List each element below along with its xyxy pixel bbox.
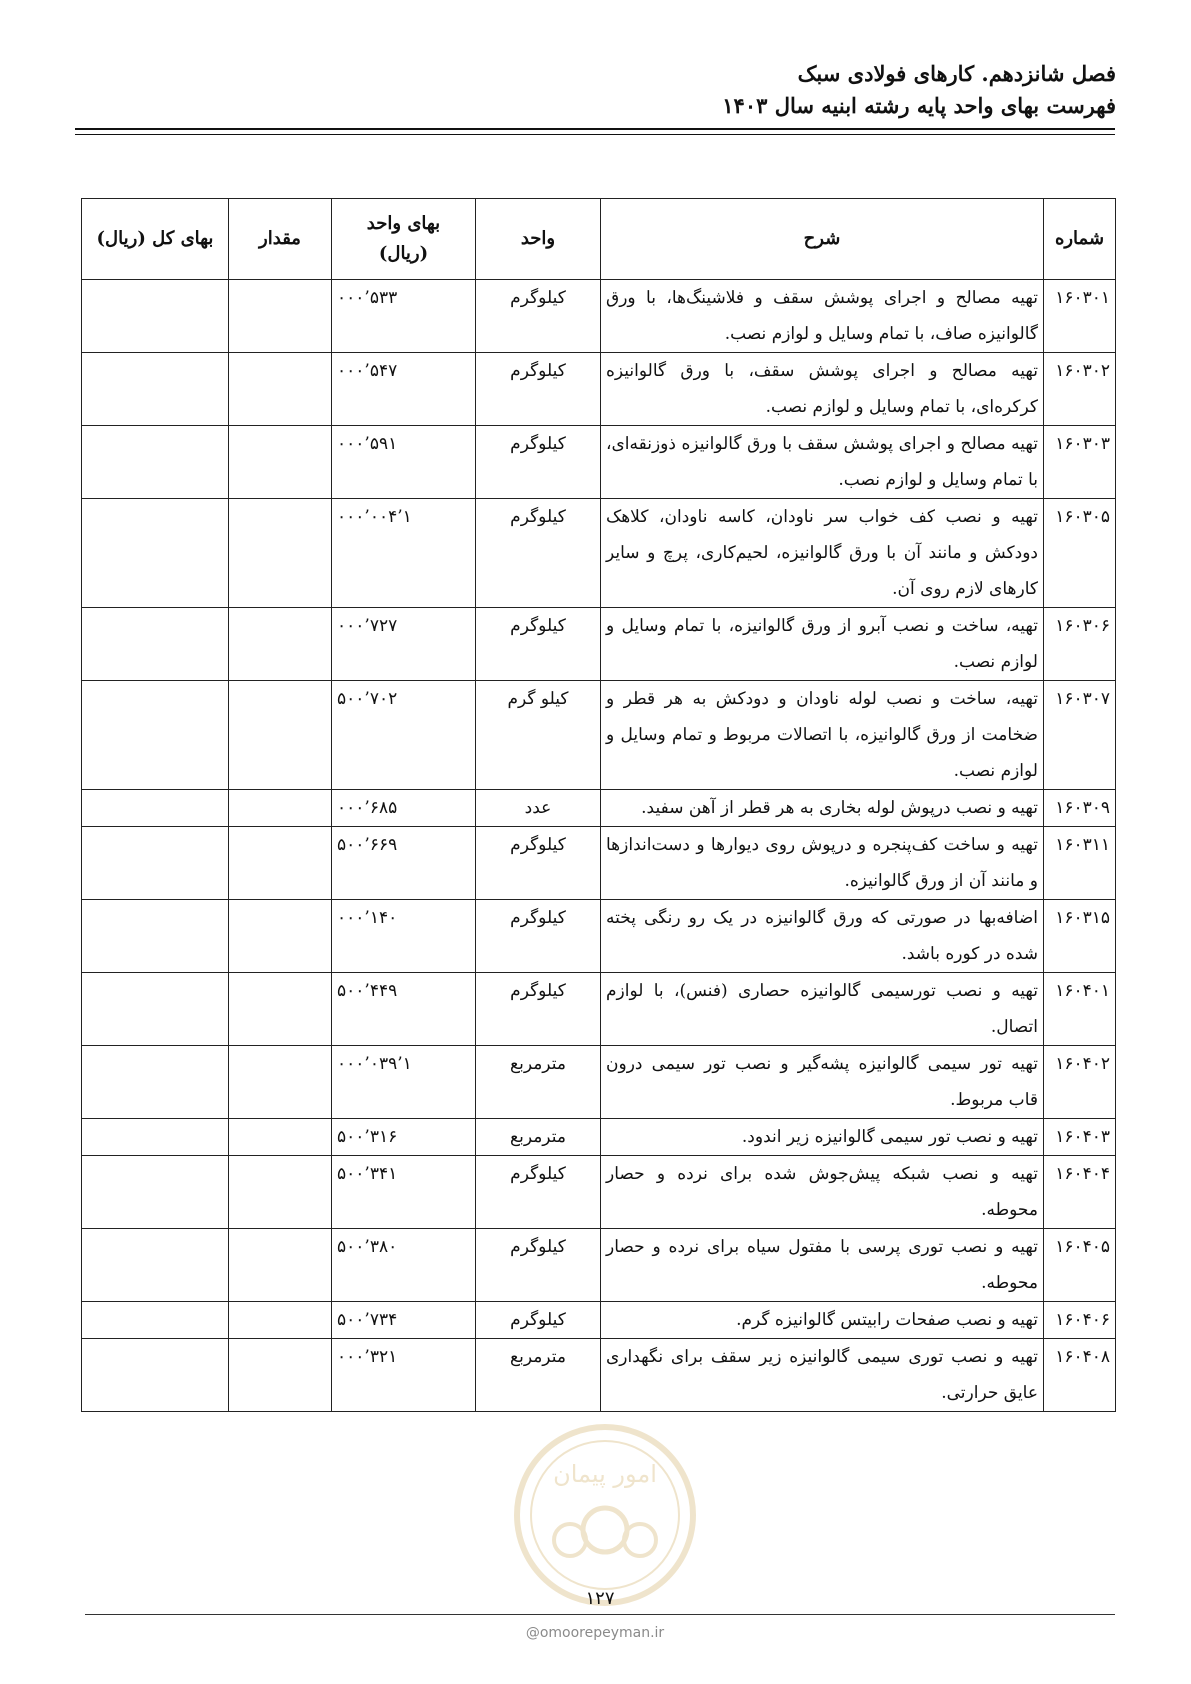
row-unit: کیلوگرم bbox=[476, 827, 601, 900]
row-description: تهیه و نصب توری سیمی گالوانیزه زیر سقف برای نگهداری عایق حرارتی. bbox=[601, 1339, 1044, 1412]
header-unit: واحد bbox=[476, 199, 601, 280]
header-unit-price-label: بهای واحد bbox=[366, 213, 441, 234]
row-unit: کیلوگرم bbox=[476, 353, 601, 426]
row-number: ۱۶۰۴۰۶ bbox=[1044, 1302, 1116, 1339]
row-description: اضافه‌بها در صورتی که ورق گالوانیزه در یک رو رنگی پخته شده در کوره باشد. bbox=[601, 900, 1044, 973]
row-description: تهیه، ساخت و نصب آبرو از ورق گالوانیزه، با تمام وسایل و لوازم نصب. bbox=[601, 608, 1044, 681]
row-unit: مترمربع bbox=[476, 1046, 601, 1119]
page-header bbox=[76, 58, 1116, 122]
row-unit-price: ۷۰۲’۵۰۰ bbox=[332, 681, 476, 790]
table-row bbox=[82, 1046, 1116, 1119]
row-unit: مترمربع bbox=[476, 1119, 601, 1156]
row-unit-price: ۱۴۰’۰۰۰ bbox=[332, 900, 476, 973]
row-unit: عدد bbox=[476, 790, 601, 827]
row-description: تهیه مصالح و اجرای پوشش سقف و فلاشینگ‌ها، با ورق گالوانیزه صاف، با تمام وسایل و لوازم نصب. bbox=[601, 280, 1044, 353]
row-total bbox=[82, 280, 229, 353]
table-row bbox=[82, 681, 1116, 790]
row-quantity bbox=[229, 426, 332, 499]
row-number: ۱۶۰۴۰۲ bbox=[1044, 1046, 1116, 1119]
row-unit-price: ۳۲۱’۰۰۰ bbox=[332, 1339, 476, 1412]
row-description: تهیه و ساخت کف‌پنجره و درپوش روی دیوارها و دست‌اندازها و مانند آن از ورق گالوانیزه. bbox=[601, 827, 1044, 900]
row-quantity bbox=[229, 353, 332, 426]
row-description: تهیه و نصب تورسیمی گالوانیزه حصاری (فنس)، با لوازم اتصال. bbox=[601, 973, 1044, 1046]
row-unit-price: ۵۳۳’۰۰۰ bbox=[332, 280, 476, 353]
row-number: ۱۶۰۴۰۸ bbox=[1044, 1339, 1116, 1412]
header-description: شرح bbox=[601, 199, 1044, 280]
row-description: تهیه، ساخت و نصب لوله ناودان و دودکش به هر قطر و ضخامت از ورق گالوانیزه، با اتصالات مربوط و تمام وسایل و لوازم نصب. bbox=[601, 681, 1044, 790]
row-number: ۱۶۰۴۰۳ bbox=[1044, 1119, 1116, 1156]
row-unit: کیلوگرم bbox=[476, 426, 601, 499]
row-quantity bbox=[229, 1046, 332, 1119]
row-quantity bbox=[229, 280, 332, 353]
row-unit-price: ۶۸۵’۰۰۰ bbox=[332, 790, 476, 827]
table-row bbox=[82, 1156, 1116, 1229]
table-row bbox=[82, 426, 1116, 499]
row-description: تهیه مصالح و اجرای پوشش سقف با ورق گالوانیزه ذوزنقه‌ای، با تمام وسایل و لوازم نصب. bbox=[601, 426, 1044, 499]
row-description: تهیه و نصب توری پرسی با مفتول سیاه برای نرده و حصار محوطه. bbox=[601, 1229, 1044, 1302]
table-row bbox=[82, 499, 1116, 608]
footer-rule bbox=[85, 1614, 1115, 1615]
header-unit-price-currency: (ریال) bbox=[378, 243, 429, 264]
row-unit: کیلو گرم bbox=[476, 681, 601, 790]
row-number: ۱۶۰۳۰۵ bbox=[1044, 499, 1116, 608]
row-unit: کیلوگرم bbox=[476, 973, 601, 1046]
header-number: شماره bbox=[1044, 199, 1116, 280]
table-row bbox=[82, 1119, 1116, 1156]
row-description: تهیه و نصب تور سیمی گالوانیزه زیر اندود. bbox=[601, 1119, 1044, 1156]
row-quantity bbox=[229, 1339, 332, 1412]
row-quantity bbox=[229, 1119, 332, 1156]
table-row bbox=[82, 900, 1116, 973]
row-total bbox=[82, 426, 229, 499]
table-row bbox=[82, 280, 1116, 353]
row-unit: کیلوگرم bbox=[476, 1229, 601, 1302]
row-number: ۱۶۰۴۰۱ bbox=[1044, 973, 1116, 1046]
table-row bbox=[82, 827, 1116, 900]
page-number: ۱۲۷ bbox=[585, 1588, 615, 1609]
row-unit-price: ۷۳۴’۵۰۰ bbox=[332, 1302, 476, 1339]
row-unit-price: ۷۲۷’۰۰۰ bbox=[332, 608, 476, 681]
row-unit-price: ۳۸۰’۵۰۰ bbox=[332, 1229, 476, 1302]
row-number: ۱۶۰۳۱۵ bbox=[1044, 900, 1116, 973]
row-description: تهیه و نصب شبکه پیش‌جوش شده برای نرده و حصار محوطه. bbox=[601, 1156, 1044, 1229]
row-unit: کیلوگرم bbox=[476, 1156, 601, 1229]
row-total bbox=[82, 1302, 229, 1339]
row-quantity bbox=[229, 681, 332, 790]
row-unit: کیلوگرم bbox=[476, 900, 601, 973]
row-total bbox=[82, 1046, 229, 1119]
row-total bbox=[82, 827, 229, 900]
row-quantity bbox=[229, 499, 332, 608]
price-list-table bbox=[81, 198, 1116, 1412]
row-quantity bbox=[229, 900, 332, 973]
row-unit-price: ۳۱۶’۵۰۰ bbox=[332, 1119, 476, 1156]
table-row bbox=[82, 1229, 1116, 1302]
row-total bbox=[82, 790, 229, 827]
row-description: تهیه و نصب صفحات رابیتس گالوانیزه گرم. bbox=[601, 1302, 1044, 1339]
document-title: فهرست بهای واحد پایه رشته ابنیه سال ۱۴۰۳ bbox=[722, 93, 1116, 118]
row-unit: کیلوگرم bbox=[476, 608, 601, 681]
row-description: تهیه تور سیمی گالوانیزه پشه‌گیر و نصب تور سیمی درون قاب مربوط. bbox=[601, 1046, 1044, 1119]
table-row bbox=[82, 973, 1116, 1046]
row-total bbox=[82, 1156, 229, 1229]
row-unit-price: ۱’۰۰۴’۰۰۰ bbox=[332, 499, 476, 608]
row-number: ۱۶۰۳۰۲ bbox=[1044, 353, 1116, 426]
row-total bbox=[82, 499, 229, 608]
table-header-row bbox=[82, 199, 1116, 280]
table-row bbox=[82, 1339, 1116, 1412]
row-total bbox=[82, 681, 229, 790]
row-quantity bbox=[229, 790, 332, 827]
website-watermark: @omoorepeyman.ir bbox=[525, 1625, 665, 1641]
row-unit: کیلوگرم bbox=[476, 499, 601, 608]
row-total bbox=[82, 608, 229, 681]
row-unit-price: ۴۴۹’۵۰۰ bbox=[332, 973, 476, 1046]
row-unit-price: ۵۴۷’۰۰۰ bbox=[332, 353, 476, 426]
chapter-title: فصل شانزدهم. کارهای فولادی سبک bbox=[797, 61, 1116, 86]
header-total: بهای کل (ریال) bbox=[82, 199, 229, 280]
row-number: ۱۶۰۳۰۳ bbox=[1044, 426, 1116, 499]
row-number: ۱۶۰۳۰۹ bbox=[1044, 790, 1116, 827]
row-total bbox=[82, 353, 229, 426]
table-row bbox=[82, 790, 1116, 827]
row-total bbox=[82, 900, 229, 973]
row-description: تهیه و نصب کف خواب سر ناودان، کاسه ناودان، کلاهک دودکش و مانند آن با ورق گالوانیزه، لحیم‌کاری، پرچ و سایر کارهای لازم روی آن. bbox=[601, 499, 1044, 608]
seal-text: امور پیمان bbox=[553, 1460, 657, 1488]
row-number: ۱۶۰۳۱۱ bbox=[1044, 827, 1116, 900]
header-unit-price bbox=[332, 199, 476, 280]
row-unit: کیلوگرم bbox=[476, 1302, 601, 1339]
row-quantity bbox=[229, 608, 332, 681]
row-total bbox=[82, 973, 229, 1046]
header-quantity: مقدار bbox=[229, 199, 332, 280]
row-unit: مترمربع bbox=[476, 1339, 601, 1412]
row-number: ۱۶۰۳۰۱ bbox=[1044, 280, 1116, 353]
row-total bbox=[82, 1119, 229, 1156]
row-quantity bbox=[229, 1302, 332, 1339]
row-quantity bbox=[229, 1229, 332, 1302]
row-number: ۱۶۰۳۰۷ bbox=[1044, 681, 1116, 790]
header-rule-thin bbox=[75, 134, 1115, 135]
row-description: تهیه مصالح و اجرای پوشش سقف، با ورق گالوانیزه کرکره‌ای، با تمام وسایل و لوازم نصب. bbox=[601, 353, 1044, 426]
row-number: ۱۶۰۴۰۵ bbox=[1044, 1229, 1116, 1302]
row-description: تهیه و نصب درپوش لوله بخاری به هر قطر از آهن سفید. bbox=[601, 790, 1044, 827]
row-total bbox=[82, 1229, 229, 1302]
table-row bbox=[82, 353, 1116, 426]
row-unit-price: ۶۶۹’۵۰۰ bbox=[332, 827, 476, 900]
row-unit-price: ۱’۰۳۹’۰۰۰ bbox=[332, 1046, 476, 1119]
table-row bbox=[82, 608, 1116, 681]
row-unit-price: ۳۴۱’۵۰۰ bbox=[332, 1156, 476, 1229]
row-number: ۱۶۰۴۰۴ bbox=[1044, 1156, 1116, 1229]
row-quantity bbox=[229, 973, 332, 1046]
row-unit: کیلوگرم bbox=[476, 280, 601, 353]
row-quantity bbox=[229, 827, 332, 900]
table-row bbox=[82, 1302, 1116, 1339]
seal-watermark bbox=[510, 1420, 700, 1610]
header-rule-thick bbox=[75, 128, 1115, 130]
row-total bbox=[82, 1339, 229, 1412]
row-unit-price: ۵۹۱’۰۰۰ bbox=[332, 426, 476, 499]
row-quantity bbox=[229, 1156, 332, 1229]
row-number: ۱۶۰۳۰۶ bbox=[1044, 608, 1116, 681]
